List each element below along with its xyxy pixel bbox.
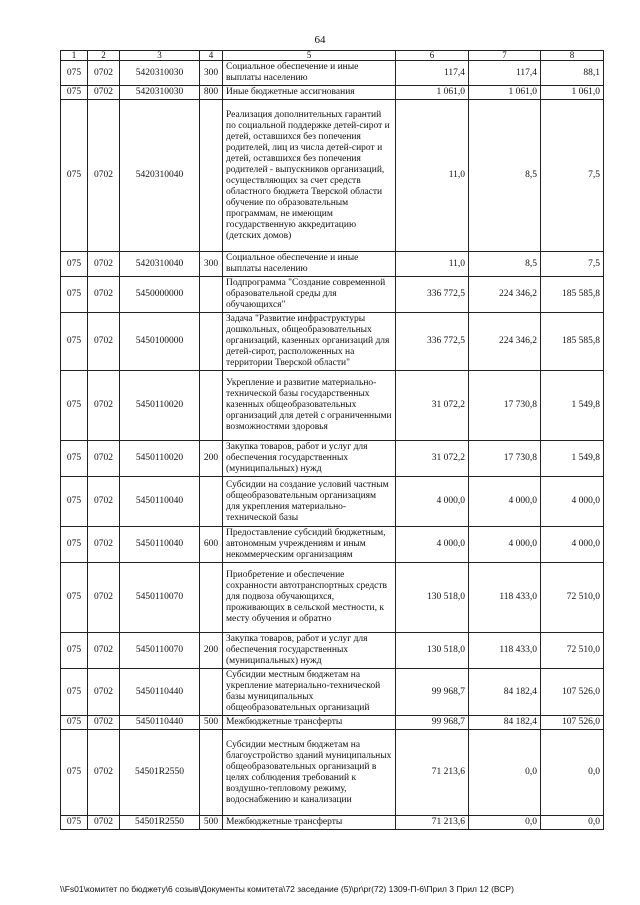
- amount-year-1: 4 000,0: [396, 477, 469, 527]
- table-row: [61, 527, 604, 563]
- section-code: 0702: [88, 633, 120, 669]
- target-article: 5450110040: [120, 477, 200, 527]
- amount-year-2: 0,0: [469, 730, 541, 816]
- table-header-row: [61, 51, 604, 61]
- amount-year-1: 71 213,6: [396, 816, 469, 830]
- admin-code: 075: [61, 563, 88, 633]
- amount-year-2: 84 182,4: [469, 669, 541, 716]
- expense-type: [200, 371, 223, 441]
- section-code: 0702: [88, 313, 120, 371]
- table-row: [61, 441, 604, 477]
- amount-year-1: 31 072,2: [396, 441, 469, 477]
- section-code: 0702: [88, 730, 120, 816]
- table-row: [61, 816, 604, 830]
- amount-year-1: 11,0: [396, 100, 469, 252]
- section-code: 0702: [88, 669, 120, 716]
- item-name: Межбюджетные трансферты: [223, 716, 396, 730]
- expense-type: [200, 477, 223, 527]
- amount-year-1: 117,4: [396, 61, 469, 86]
- amount-year-2: 84 182,4: [469, 716, 541, 730]
- section-code: 0702: [88, 563, 120, 633]
- table-row: [61, 277, 604, 313]
- amount-year-1: 130 518,0: [396, 563, 469, 633]
- amount-year-2: 4 000,0: [469, 527, 541, 563]
- expense-type: 300: [200, 252, 223, 277]
- item-name: Укрепление и развитие материально-технической базы государственных казенных общеобразовательных организаций для детей с ограниченными возможностями здоровья: [223, 371, 396, 441]
- amount-year-3: 107 526,0: [541, 669, 604, 716]
- amount-year-2: 224 346,2: [469, 313, 541, 371]
- table-row: [61, 716, 604, 730]
- amount-year-1: 130 518,0: [396, 633, 469, 669]
- item-name: Закупка товаров, работ и услуг для обеспечения государственных (муниципальных) нужд: [223, 441, 396, 477]
- admin-code: 075: [61, 86, 88, 100]
- section-code: 0702: [88, 816, 120, 830]
- admin-code: 075: [61, 669, 88, 716]
- target-article: 5420310030: [120, 61, 200, 86]
- table-row: [61, 669, 604, 716]
- table-row: [61, 477, 604, 527]
- target-article: 5450110070: [120, 563, 200, 633]
- target-article: 5420310030: [120, 86, 200, 100]
- amount-year-1: 71 213,6: [396, 730, 469, 816]
- item-name: Реализация дополнительных гарантий по социальной поддержке детей-сирот и детей, оставшихся без попечения родителей, лиц из числа детей-сирот и детей, оставшихся без попечения родителей - выпускников организаций, осуществляющих за счет средств областного бюджета Тверской области обучение по образовательным программам, не имеющим государственную аккредитацию (детских домов): [223, 100, 396, 252]
- amount-year-3: 72 510,0: [541, 633, 604, 669]
- amount-year-1: 31 072,2: [396, 371, 469, 441]
- amount-year-3: 1 061,0: [541, 86, 604, 100]
- item-name: Субсидии местным бюджетам на укрепление материально-технической базы муниципальных общеобразовательных организаций: [223, 669, 396, 716]
- amount-year-3: 185 585,8: [541, 313, 604, 371]
- column-number-1: 1: [61, 51, 88, 61]
- section-code: 0702: [88, 441, 120, 477]
- expense-type: [200, 313, 223, 371]
- amount-year-3: 107 526,0: [541, 716, 604, 730]
- target-article: 5450100000: [120, 313, 200, 371]
- expense-type: 500: [200, 816, 223, 830]
- budget-table: [60, 50, 604, 830]
- expense-type: 600: [200, 527, 223, 563]
- amount-year-1: 99 968,7: [396, 716, 469, 730]
- expense-type: [200, 100, 223, 252]
- table-row: [61, 371, 604, 441]
- amount-year-2: 8,5: [469, 252, 541, 277]
- admin-code: 075: [61, 252, 88, 277]
- admin-code: 075: [61, 527, 88, 563]
- amount-year-2: 224 346,2: [469, 277, 541, 313]
- target-article: 5450110040: [120, 527, 200, 563]
- item-name: Социальное обеспечение и иные выплаты населению: [223, 61, 396, 86]
- admin-code: 075: [61, 716, 88, 730]
- column-number-7: 7: [469, 51, 541, 61]
- admin-code: 075: [61, 633, 88, 669]
- target-article: 5420310040: [120, 100, 200, 252]
- amount-year-2: 0,0: [469, 816, 541, 830]
- section-code: 0702: [88, 477, 120, 527]
- admin-code: 075: [61, 477, 88, 527]
- item-name: Субсидии местным бюджетам на благоустройство зданий муниципальных общеобразовательных организаций в целях соблюдения требований к воздушно-тепловому режиму, водоснабжению и канализации: [223, 730, 396, 816]
- expense-type: [200, 730, 223, 816]
- item-name: Предоставление субсидий бюджетным, автономным учреждениям и иным некоммерческим организациям: [223, 527, 396, 563]
- amount-year-3: 72 510,0: [541, 563, 604, 633]
- target-article: 5450110440: [120, 669, 200, 716]
- table-row: [61, 313, 604, 371]
- item-name: Подпрограмма "Создание современной образовательной среды для обучающихся": [223, 277, 396, 313]
- target-article: 5450110440: [120, 716, 200, 730]
- table-row: [61, 633, 604, 669]
- target-article: 5450110020: [120, 441, 200, 477]
- expense-type: [200, 669, 223, 716]
- column-number-8: 8: [541, 51, 604, 61]
- section-code: 0702: [88, 527, 120, 563]
- section-code: 0702: [88, 86, 120, 100]
- expense-type: [200, 563, 223, 633]
- admin-code: 075: [61, 371, 88, 441]
- section-code: 0702: [88, 277, 120, 313]
- amount-year-1: 336 772,5: [396, 277, 469, 313]
- expense-type: 800: [200, 86, 223, 100]
- section-code: 0702: [88, 371, 120, 441]
- section-code: 0702: [88, 252, 120, 277]
- amount-year-3: 185 585,8: [541, 277, 604, 313]
- amount-year-2: 118 433,0: [469, 633, 541, 669]
- admin-code: 075: [61, 277, 88, 313]
- column-number-4: 4: [200, 51, 223, 61]
- expense-type: 500: [200, 716, 223, 730]
- target-article: 54501R2550: [120, 730, 200, 816]
- amount-year-3: 7,5: [541, 100, 604, 252]
- amount-year-2: 17 730,8: [469, 371, 541, 441]
- page-number: 64: [314, 34, 326, 46]
- table-row: [61, 100, 604, 252]
- expense-type: 300: [200, 61, 223, 86]
- item-name: Социальное обеспечение и иные выплаты населению: [223, 252, 396, 277]
- amount-year-2: 1 061,0: [469, 86, 541, 100]
- table-row: [61, 86, 604, 100]
- target-article: 5450110020: [120, 371, 200, 441]
- admin-code: 075: [61, 100, 88, 252]
- table-row: [61, 61, 604, 86]
- admin-code: 075: [61, 61, 88, 86]
- amount-year-2: 118 433,0: [469, 563, 541, 633]
- table-row: [61, 563, 604, 633]
- amount-year-2: 8,5: [469, 100, 541, 252]
- item-name: Закупка товаров, работ и услуг для обеспечения государственных (муниципальных) нужд: [223, 633, 396, 669]
- amount-year-1: 4 000,0: [396, 527, 469, 563]
- admin-code: 075: [61, 816, 88, 830]
- expense-type: 200: [200, 441, 223, 477]
- amount-year-3: 7,5: [541, 252, 604, 277]
- section-code: 0702: [88, 716, 120, 730]
- table-row: [61, 730, 604, 816]
- item-name: Задача "Развитие инфраструктуры дошкольных, общеобразовательных организаций, казенных организаций для детей-сирот, расположенных на территории Тверской области": [223, 313, 396, 371]
- item-name: Иные бюджетные ассигнования: [223, 86, 396, 100]
- column-number-3: 3: [120, 51, 200, 61]
- amount-year-2: 4 000,0: [469, 477, 541, 527]
- target-article: 5420310040: [120, 252, 200, 277]
- admin-code: 075: [61, 730, 88, 816]
- admin-code: 075: [61, 313, 88, 371]
- item-name: Приобретение и обеспечение сохранности автотранспортных средств для подвоза обучающихся, проживающих в сельской местности, к месту обучения и обратно: [223, 563, 396, 633]
- file-path-footer: \\Fs01\комитет по бюджету\6 созыв\Документы комитета\72 заседание (5)\pr\pr(72) 1309-П-6\Прил 3 Прил 12 (ВСР): [60, 884, 514, 894]
- section-code: 0702: [88, 100, 120, 252]
- column-number-2: 2: [88, 51, 120, 61]
- amount-year-1: 99 968,7: [396, 669, 469, 716]
- amount-year-3: 1 549,8: [541, 371, 604, 441]
- target-article: 5450000000: [120, 277, 200, 313]
- target-article: 5450110070: [120, 633, 200, 669]
- column-number-6: 6: [396, 51, 469, 61]
- amount-year-3: 0,0: [541, 816, 604, 830]
- amount-year-3: 4 000,0: [541, 527, 604, 563]
- amount-year-3: 4 000,0: [541, 477, 604, 527]
- amount-year-3: 0,0: [541, 730, 604, 816]
- table-row: [61, 252, 604, 277]
- amount-year-1: 1 061,0: [396, 86, 469, 100]
- expense-type: 200: [200, 633, 223, 669]
- amount-year-2: 117,4: [469, 61, 541, 86]
- section-code: 0702: [88, 61, 120, 86]
- item-name: Межбюджетные трансферты: [223, 816, 396, 830]
- item-name: Субсидии на создание условий частным общеобразовательным организациям для укрепления материально-технической базы: [223, 477, 396, 527]
- amount-year-2: 17 730,8: [469, 441, 541, 477]
- amount-year-1: 336 772,5: [396, 313, 469, 371]
- admin-code: 075: [61, 441, 88, 477]
- amount-year-1: 11,0: [396, 252, 469, 277]
- amount-year-3: 1 549,8: [541, 441, 604, 477]
- target-article: 54501R2550: [120, 816, 200, 830]
- column-number-5: 5: [223, 51, 396, 61]
- expense-type: [200, 277, 223, 313]
- amount-year-3: 88,1: [541, 61, 604, 86]
